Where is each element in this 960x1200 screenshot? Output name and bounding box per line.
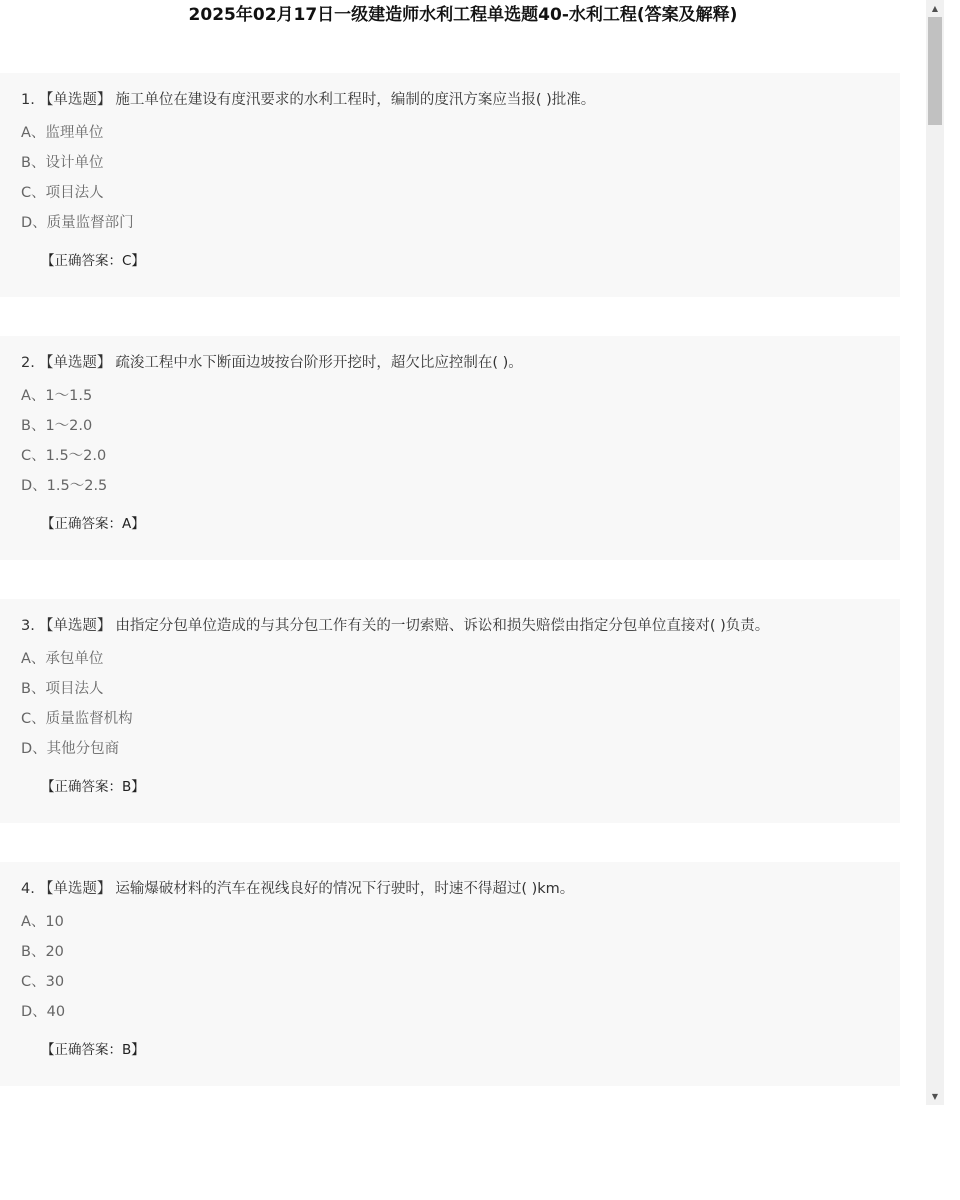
option-b[interactable]: B、项目法人	[21, 681, 104, 697]
option-d[interactable]: D、其他分包商	[21, 741, 120, 757]
question-text: 运输爆破材料的汽车在视线良好的情况下行驶时，时速不得超过( )km。	[115, 881, 575, 897]
option-a[interactable]: A、承包单位	[21, 651, 104, 667]
options-list	[21, 912, 900, 1032]
option-a[interactable]: A、10	[21, 914, 64, 930]
scroll-down-arrow-icon[interactable]: ▼	[931, 1092, 939, 1101]
option-b[interactable]: B、1～2.0	[21, 418, 93, 434]
question-stem	[21, 878, 900, 900]
question-type: 【单选题】	[38, 618, 112, 634]
option-a[interactable]: A、监理单位	[21, 125, 104, 141]
option-d[interactable]: D、质量监督部门	[21, 215, 134, 231]
question-number: 3.	[21, 618, 35, 634]
question-type: 【单选题】	[38, 881, 112, 897]
options-list	[21, 649, 900, 769]
question-card-3	[0, 599, 900, 823]
question-card-2	[0, 336, 900, 560]
question-number: 4.	[21, 881, 35, 897]
question-type: 【单选题】	[38, 92, 112, 108]
option-c[interactable]: C、1.5～2.0	[21, 448, 107, 464]
scroll-up-arrow-icon[interactable]: ▲	[931, 4, 939, 13]
options-list	[21, 386, 900, 506]
option-c[interactable]: C、项目法人	[21, 185, 104, 201]
option-b[interactable]: B、设计单位	[21, 155, 104, 171]
option-a[interactable]: A、1～1.5	[21, 388, 93, 404]
options-list	[21, 123, 900, 243]
scroll-thumb[interactable]	[928, 17, 942, 125]
option-d[interactable]: D、40	[21, 1004, 66, 1020]
question-card-1	[0, 73, 900, 297]
question-stem	[21, 615, 900, 637]
correct-answer: 【正确答案：C】	[41, 253, 145, 269]
question-card-4	[0, 862, 900, 1086]
page-title: 2025年02月17日一级建造师水利工程单选题40-水利工程(答案及解释)	[188, 5, 738, 25]
question-number: 1.	[21, 92, 35, 108]
question-text: 疏浚工程中水下断面边坡按台阶形开挖时，超欠比应控制在( )。	[115, 355, 523, 371]
vertical-scrollbar[interactable]	[926, 0, 944, 1105]
correct-answer: 【正确答案：B】	[41, 1042, 145, 1058]
question-stem	[21, 352, 900, 374]
option-c[interactable]: C、30	[21, 974, 65, 990]
correct-answer: 【正确答案：B】	[41, 779, 145, 795]
correct-answer: 【正确答案：A】	[41, 516, 145, 532]
question-text: 施工单位在建设有度汛要求的水利工程时，编制的度汛方案应当报( )批准。	[115, 92, 596, 108]
question-stem	[21, 89, 900, 111]
option-c[interactable]: C、质量监督机构	[21, 711, 133, 727]
option-d[interactable]: D、1.5～2.5	[21, 478, 108, 494]
option-b[interactable]: B、20	[21, 944, 64, 960]
question-type: 【单选题】	[38, 355, 112, 371]
question-text: 由指定分包单位造成的与其分包工作有关的一切索赔、诉讼和损失赔偿由指定分包单位直接对( )负责。	[115, 618, 770, 634]
question-number: 2.	[21, 355, 35, 371]
